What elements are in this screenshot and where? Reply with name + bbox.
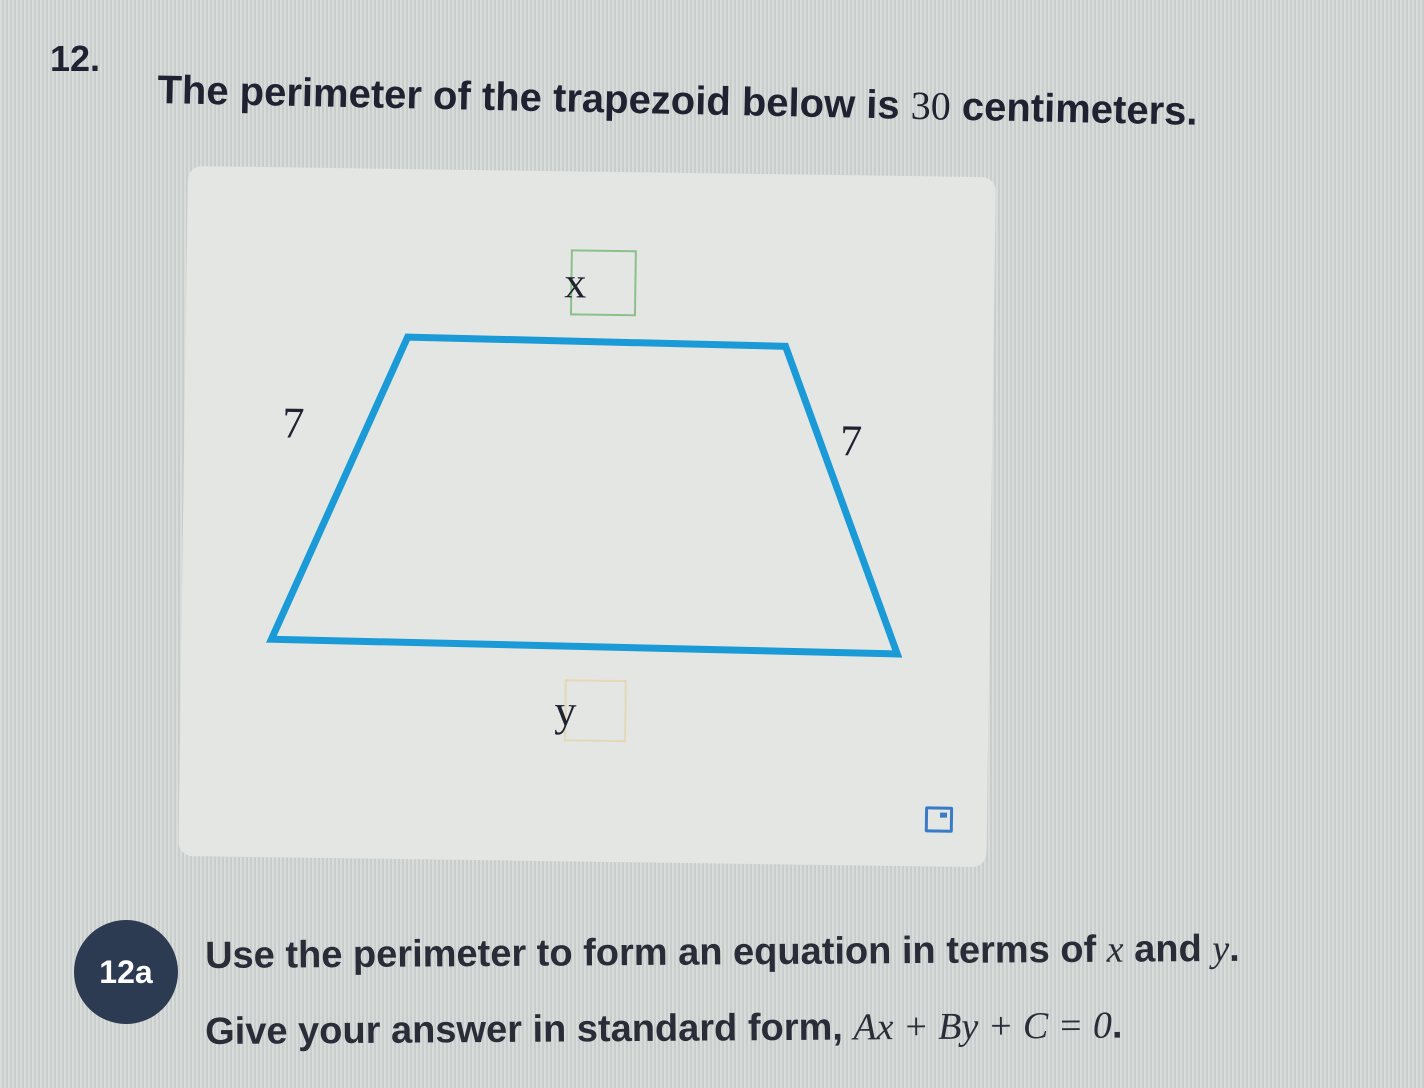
instruction-period: . xyxy=(1229,927,1240,970)
top-side-label: x xyxy=(564,258,587,308)
title-text-start: The perimeter of the trapezoid below is xyxy=(157,67,912,128)
question-title xyxy=(157,66,1198,135)
title-text-end: centimeters. xyxy=(950,84,1198,134)
variable-y: y xyxy=(1212,927,1230,970)
perimeter-value: 30 xyxy=(910,82,952,129)
bottom-side-label: y xyxy=(554,686,577,736)
part-a-badge: 12a xyxy=(74,920,178,1024)
standard-form-equation: Ax + By + C = 0 xyxy=(853,1004,1113,1049)
part-a-format-instruction xyxy=(205,1004,1123,1054)
trapezoid-figure-card xyxy=(178,166,996,867)
question-number: 12. xyxy=(50,38,101,79)
variable-x: x xyxy=(1106,928,1124,971)
part-a-instruction xyxy=(205,927,1240,978)
instruction-and: and xyxy=(1123,927,1213,971)
format-text: Give your answer in standard form, xyxy=(205,1006,854,1053)
format-period: . xyxy=(1111,1004,1123,1047)
right-side-label: 7 xyxy=(839,416,863,466)
expand-icon[interactable] xyxy=(925,806,953,832)
left-side-label: 7 xyxy=(282,398,305,448)
instruction-text: Use the perimeter to form an equation in terms of xyxy=(205,928,1107,977)
trapezoid-shape xyxy=(271,335,901,654)
